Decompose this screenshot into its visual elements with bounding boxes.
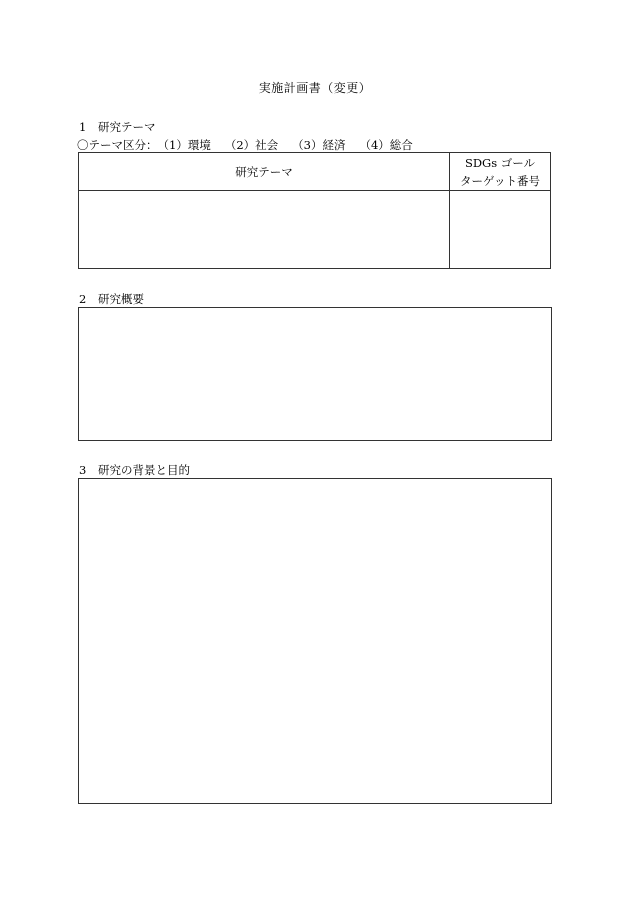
theme-category-option-economy[interactable]: （3）経済 (292, 138, 346, 152)
theme-category-option-society[interactable]: （2）社会 (224, 138, 279, 152)
theme-table (78, 152, 551, 269)
sdg-column-header (450, 153, 550, 191)
theme-category-option-general[interactable]: （4）総合 (359, 138, 413, 152)
sdg-header-line2: ターゲット番号 (459, 174, 541, 188)
section-number: 3 (79, 463, 87, 477)
section-number: 2 (79, 292, 87, 306)
theme-category-option-environment[interactable]: （1）環境 (157, 138, 211, 152)
section-label: 研究概要 (98, 292, 144, 306)
sdg-target-input-cell[interactable] (450, 191, 550, 268)
theme-category-prefix: 〇テーマ区分： (77, 138, 158, 152)
section-2-heading (79, 291, 144, 307)
section-3-heading (79, 462, 190, 478)
theme-input-cell[interactable] (79, 191, 449, 268)
section-label: 研究の背景と目的 (98, 463, 190, 477)
section-number: 1 (79, 120, 87, 134)
theme-column-header: 研究テーマ (79, 153, 449, 191)
theme-category-line (77, 137, 413, 153)
sdg-header-line1: SDGs ゴール (464, 156, 536, 170)
document-title: 実施計画書（変更） (258, 81, 372, 95)
background-and-purpose-box[interactable] (78, 478, 552, 804)
section-label: 研究テーマ (98, 120, 156, 134)
section-1-heading (79, 119, 156, 135)
research-summary-box[interactable] (78, 307, 552, 441)
